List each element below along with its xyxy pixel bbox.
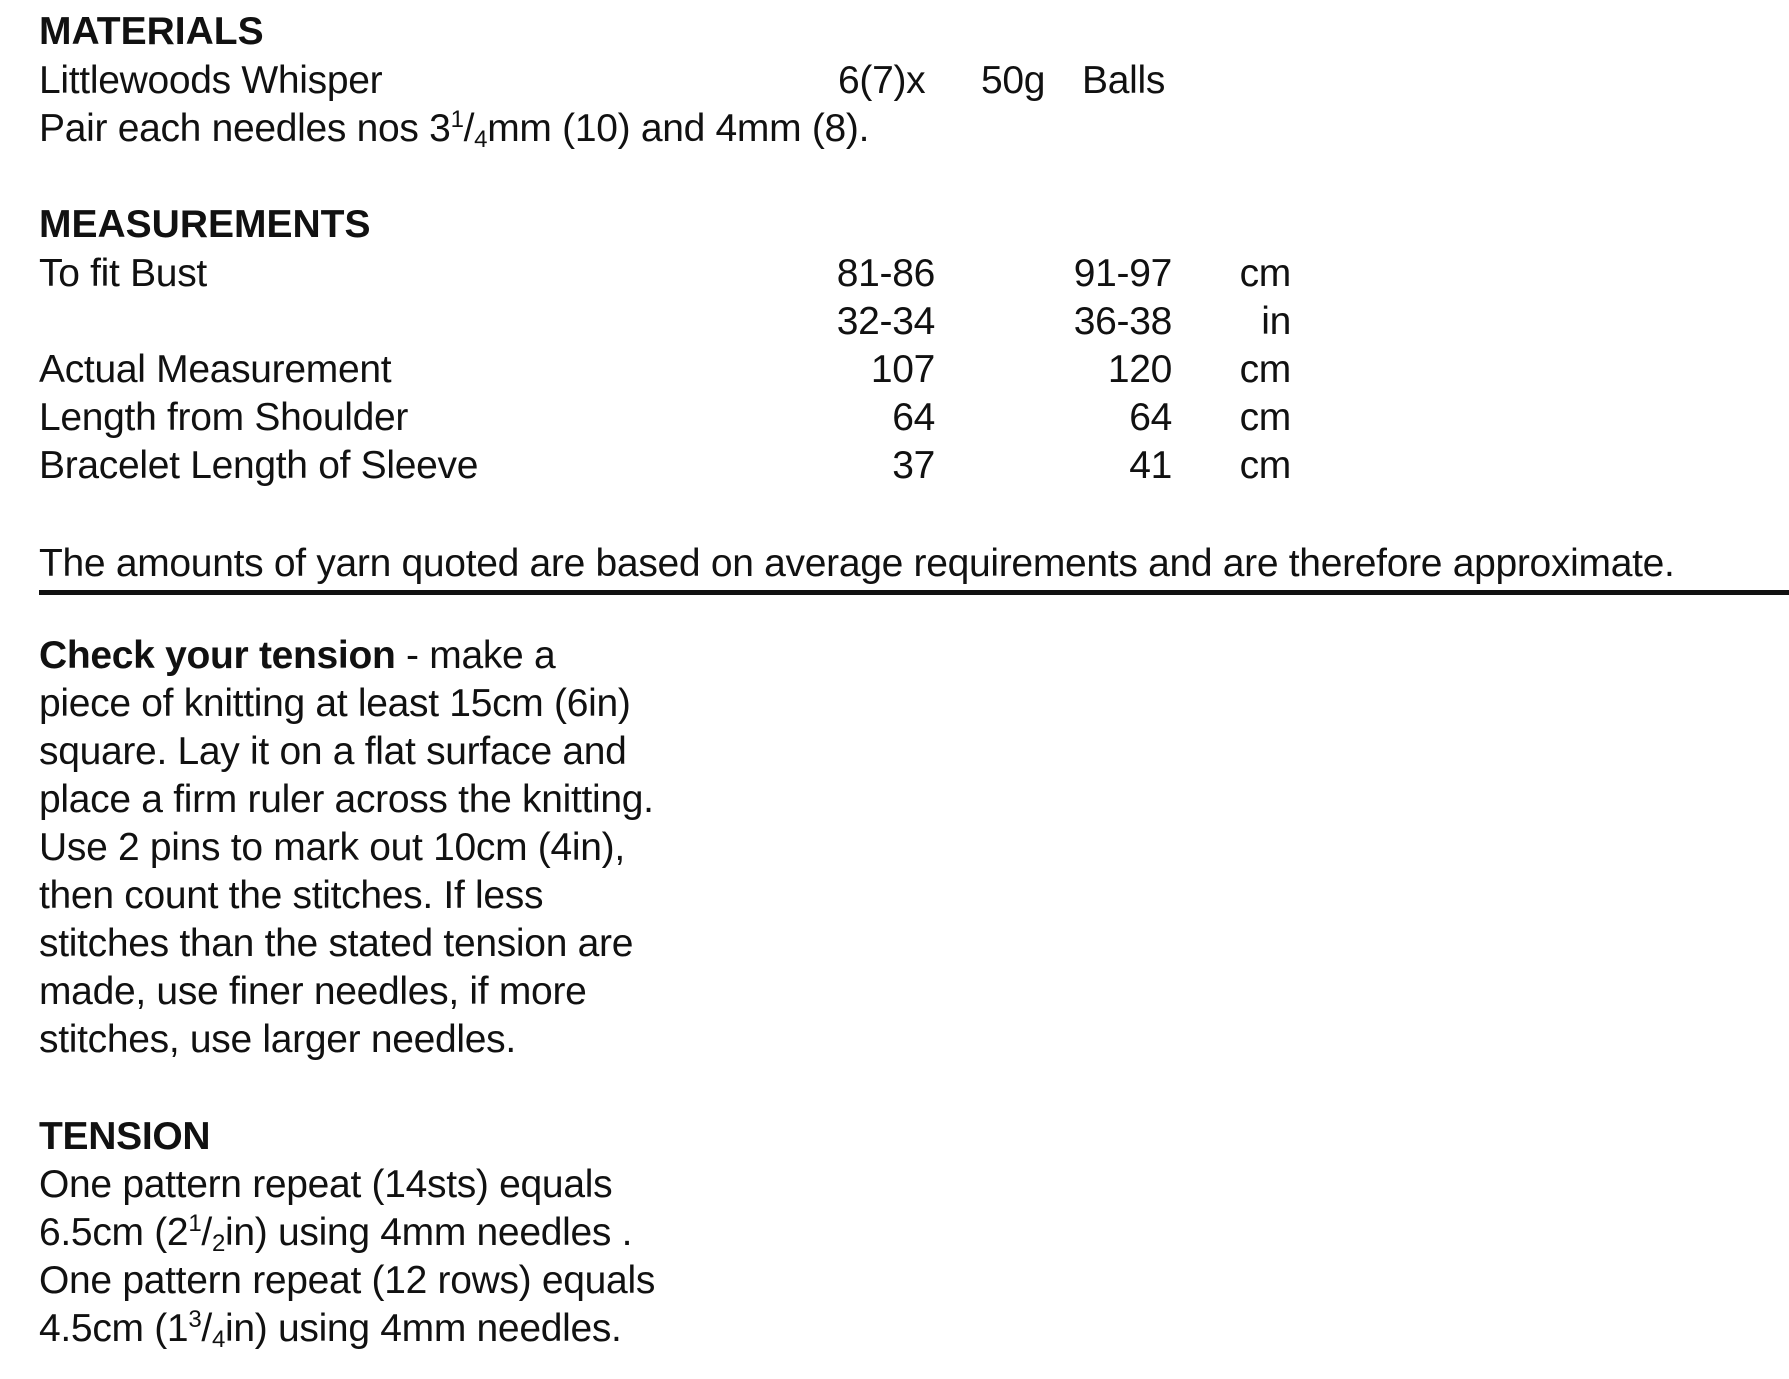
measurement-size2: 120 [1107,348,1172,391]
tension-line2-suffix: in) using 4mm needles . [225,1211,633,1254]
measurement-label: To fit Bust [39,252,207,295]
needles-line [39,105,869,153]
tension-check-line: stitches than the stated tension are [39,922,634,965]
tension-line2-prefix: 6.5cm (2 [39,1211,189,1254]
yarn-weight: 50g [981,59,1046,102]
yarn-quantity: 6(7)x [838,59,926,102]
tension-line: One pattern repeat (14sts) equals [39,1163,613,1206]
tension-check-line: made, use finer needles, if more [39,970,587,1013]
tension-check-bold-lead: Check your tension [39,634,396,677]
measurement-size2: 36-38 [1073,300,1172,343]
tension-check-line: piece of knitting at least 15cm (6in) [39,682,631,725]
tension-block [39,1113,655,1353]
tension-line2-denominator: 2 [211,1230,225,1257]
measurement-unit: cm [1239,348,1291,391]
measurement-size2: 64 [1129,396,1172,439]
tension-line4-separator: / [201,1307,212,1350]
measurement-label: Length from Shoulder [39,396,409,439]
tension-line4-denominator: 4 [211,1326,225,1353]
tension-line-with-fraction [39,1305,655,1353]
measurement-unit: cm [1239,252,1291,295]
measurement-size2: 91-97 [1073,252,1172,295]
tension-line4-prefix: 4.5cm (1 [39,1307,189,1350]
yarn-name: Littlewoods Whisper [39,59,383,102]
measurement-unit: cm [1239,444,1291,487]
measurement-unit: in [1261,300,1291,343]
measurement-size1: 64 [892,396,935,439]
tension-check-line: square. Lay it on a flat surface and [39,730,627,773]
tension-check-line: Use 2 pins to mark out 10cm (4in), [39,826,625,869]
tension-check-block [39,632,654,1064]
materials-heading: MATERIALS [39,10,264,53]
measurement-size1: 81-86 [836,252,935,295]
measurement-size1: 107 [870,348,935,391]
tension-line: One pattern repeat (12 rows) equals [39,1259,656,1302]
tension-line4-suffix: in) using 4mm needles. [225,1307,622,1350]
measurement-size1: 32-34 [836,300,935,343]
measurement-label: Actual Measurement [39,348,392,391]
yarn-approximation-note: The amounts of yarn quoted are based on average requirements and are therefore approximate. [39,542,1675,585]
tension-check-lead-rest: - make a [395,634,556,677]
tension-check-first-line [39,632,654,680]
tension-line2-numerator: 1 [188,1210,202,1237]
measurement-label: Bracelet Length of Sleeve [39,444,479,487]
measurement-unit: cm [1239,396,1291,439]
measurement-size1: 37 [892,444,935,487]
tension-heading: TENSION [39,1115,211,1158]
tension-line-with-fraction [39,1209,655,1257]
needles-fraction-numerator: 1 [450,106,464,133]
needles-suffix: mm (10) and 4mm (8). [487,107,870,150]
tension-check-line: stitches, use larger needles. [39,1018,516,1061]
tension-check-line: then count the stitches. If less [39,874,544,917]
section-divider [39,590,1789,595]
needles-prefix: Pair each needles nos 3 [39,107,451,150]
needles-fraction-denominator: 4 [474,126,488,153]
measurement-size2: 41 [1129,444,1172,487]
tension-line2-separator: / [201,1211,212,1254]
tension-check-line: place a firm ruler across the knitting. [39,778,654,821]
yarn-unit: Balls [1082,59,1166,102]
tension-line4-numerator: 3 [188,1306,202,1333]
measurements-heading: MEASUREMENTS [39,203,371,246]
needles-fraction-separator: / [463,107,475,150]
